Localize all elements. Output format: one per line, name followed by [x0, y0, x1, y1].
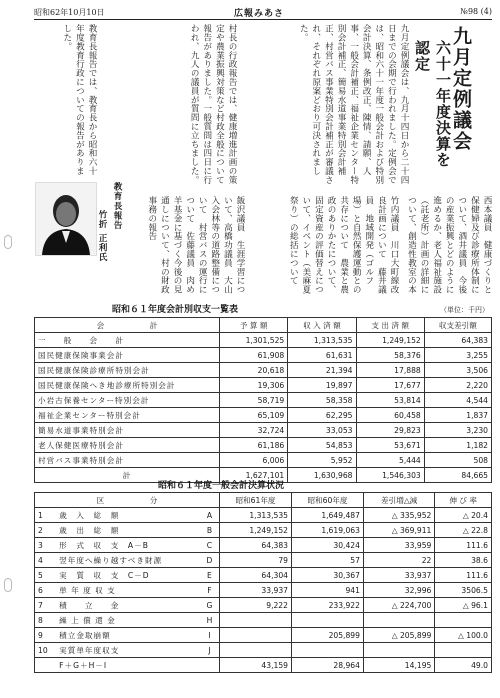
account-name-cell: 一 般 会 計: [35, 333, 220, 348]
table-row: [35, 438, 492, 453]
item-letter-cell: C: [200, 538, 220, 553]
amount-cell: 58,719: [220, 393, 288, 408]
difference-cell: [363, 613, 434, 628]
table-row: [35, 568, 492, 583]
difference-cell: [363, 643, 434, 658]
photo-caption-title: 教育長報告: [112, 182, 122, 230]
growth-rate-cell: 111.6: [435, 568, 492, 583]
amount-cell: 61,186: [220, 438, 288, 453]
row-number-cell: 5: [35, 568, 57, 583]
row-number-cell: 9: [35, 628, 57, 643]
growth-rate-cell: [435, 613, 492, 628]
item-letter-cell: B: [200, 523, 220, 538]
amount-cell: 61,908: [220, 348, 288, 363]
table-row: [35, 348, 492, 363]
growth-rate-cell: △ 20.4: [435, 508, 492, 523]
fy60-cell: 57: [291, 553, 363, 568]
table-row: [35, 378, 492, 393]
amount-cell: 5,952: [288, 453, 356, 468]
amount-cell: 33,053: [288, 423, 356, 438]
amount-cell: 3,506: [424, 363, 491, 378]
column-header: 支 出 済 額: [356, 318, 424, 333]
item-letter-cell: I: [200, 628, 220, 643]
item-name-cell: 実 質 収 支 C－D: [56, 568, 200, 583]
fy60-cell: 205,899: [291, 628, 363, 643]
table1-unit: （単位：千円）: [440, 306, 489, 314]
column-header: 収支差引額: [424, 318, 491, 333]
item-letter-cell: H: [200, 613, 220, 628]
item-name-cell: F＋G＋H－I: [56, 658, 200, 673]
table1-title: 昭和６１年度会計別収支一覧表: [112, 305, 239, 315]
difference-cell: 14,195: [363, 658, 434, 673]
table2-body: [35, 508, 492, 673]
fy61-cell: [220, 643, 292, 658]
row-number-cell: 6: [35, 583, 57, 598]
item-name-cell: 歳 入 総 額: [56, 508, 200, 523]
amount-cell: 1,627,101: [220, 468, 288, 483]
account-name-cell: 国民健康保険へき地診療所特別会計: [35, 378, 220, 393]
table1-body: [35, 333, 492, 483]
growth-rate-cell: 49.0: [435, 658, 492, 673]
item-letter-cell: D: [200, 553, 220, 568]
row-number-cell: 4: [35, 553, 57, 568]
growth-rate-cell: 3506.5: [435, 583, 492, 598]
fy60-cell: 28,964: [291, 658, 363, 673]
fy61-cell: [220, 613, 292, 628]
amount-cell: 1,313,535: [288, 333, 356, 348]
fy60-cell: 30,367: [291, 568, 363, 583]
difference-cell: △ 224,700: [363, 598, 434, 613]
difference-cell: 22: [363, 553, 434, 568]
fy60-cell: 1,649,487: [291, 508, 363, 523]
article-column-4: 西本議員 健康づくりと保健婦及び診療所体制について、酒井議員 今後の産業振興とどのように進めるか、老人福祉施設（託老所）計画の詳細について、創造性教室の本: [406, 196, 492, 294]
fy61-cell: 43,159: [220, 658, 292, 673]
newsletter-title: 広報みあさ: [234, 9, 285, 19]
amount-cell: 5,444: [356, 453, 424, 468]
table-row: [35, 583, 492, 598]
account-name-cell: 村営バス事業特別会計: [35, 453, 220, 468]
table-row: [35, 613, 492, 628]
row-number-cell: 10: [35, 643, 57, 658]
amount-cell: 4,544: [424, 393, 491, 408]
fy61-cell: [220, 628, 292, 643]
article-column-1: 九月定例議会は、九月十四日から二十四日までの会期で行われました。定例会では、昭和六十一年度一般会計および特別会計決算、条例改正、陳情、請願、人事、一般会計補正、福祉企業センター特別会計補正、簡易水道事業特別会計補正、村営バス事業特別会計補正が審議され、それぞれ原案どおり可決されました。: [298, 24, 409, 185]
fy60-cell: [291, 613, 363, 628]
amount-cell: 54,853: [288, 438, 356, 453]
article-column-6: 飯沢議員 生涯学習について、高橋功議員 大山入会林等の道路整備について 村営バスの運行について 佐藤議員 肉め羊基金に基づく今後の見通しについて、村の財政事務の報告: [146, 196, 245, 294]
account-name-cell: 福祉企業センター特別会計: [35, 408, 220, 423]
photo-caption-name: 竹折 正利氏: [97, 210, 107, 262]
growth-rate-cell: 38.6: [435, 553, 492, 568]
row-number-cell: [35, 658, 57, 673]
amount-cell: 29,823: [356, 423, 424, 438]
amount-cell: 6,006: [220, 453, 288, 468]
growth-rate-cell: △ 100.0: [435, 628, 492, 643]
fy61-cell: 9,222: [220, 598, 292, 613]
item-letter-cell: E: [200, 568, 220, 583]
column-header: 会 計: [35, 318, 220, 333]
difference-cell: 33,937: [363, 568, 434, 583]
difference-cell: 33,959: [363, 538, 434, 553]
row-number-cell: 3: [35, 538, 57, 553]
growth-rate-cell: △ 96.1: [435, 598, 492, 613]
article-column-3: 竹内議員 川口大町線改良計画について 藤井議員 地域開発（ゴルフ場）と自然保護運動との共存について 農業と農政のありかたについて、固定資産の評価替えについて、イベント（美麻夏祭り）の総括について: [288, 196, 399, 294]
row-number-cell: 1: [35, 508, 57, 523]
amount-cell: 508: [424, 453, 491, 468]
general-account-table: [34, 492, 492, 673]
table-row: [35, 643, 492, 658]
account-name-cell: 小岩古保養センター特別会計: [35, 393, 220, 408]
table-row: [35, 423, 492, 438]
article-column-2: 村長の行政報告では、健康増進計画の策定や農業振興対策など村政全般について報告がありました。一般質問は四日に行われ、九人の議員が質問に立ちました。: [189, 24, 237, 185]
amount-cell: 1,837: [424, 408, 491, 423]
amount-cell: 53,671: [356, 438, 424, 453]
amount-cell: 19,306: [220, 378, 288, 393]
item-name-cell: 積 立 金: [56, 598, 200, 613]
issue-date: 昭和62年10月10日: [34, 8, 105, 17]
item-letter-cell: [200, 658, 220, 673]
person-icon: [36, 183, 96, 255]
binder-hole: [4, 235, 12, 249]
column-header: 予 算 額: [220, 318, 288, 333]
page-header: [34, 5, 492, 20]
row-number-cell: 2: [35, 523, 57, 538]
amount-cell: 32,724: [220, 423, 288, 438]
fy60-cell: [291, 643, 363, 658]
row-number-cell: 8: [35, 613, 57, 628]
difference-cell: 32,996: [363, 583, 434, 598]
amount-cell: 58,376: [356, 348, 424, 363]
article-column-5: 教育長報告では、教育長から昭和六十年度教育行政についての報告がありました。: [61, 24, 97, 176]
table-row: [35, 523, 492, 538]
table-row: [35, 538, 492, 553]
amount-cell: 53,814: [356, 393, 424, 408]
amount-cell: 65,109: [220, 408, 288, 423]
table-row: [35, 453, 492, 468]
fy60-cell: 941: [291, 583, 363, 598]
item-letter-cell: G: [200, 598, 220, 613]
item-name-cell: 翌年度へ繰り越すべき財源: [56, 553, 200, 568]
fy61-cell: 1,249,152: [220, 523, 292, 538]
difference-cell: △ 205,899: [363, 628, 434, 643]
column-header: 差引増△減: [363, 493, 434, 508]
table-row: [35, 628, 492, 643]
amount-cell: 60,458: [356, 408, 424, 423]
fy61-cell: 64,304: [220, 568, 292, 583]
headline-main: 九月定例議会: [450, 26, 472, 152]
table-row: [35, 393, 492, 408]
amount-cell: 1,630,968: [288, 468, 356, 483]
amount-cell: 3,255: [424, 348, 491, 363]
table-row: [35, 598, 492, 613]
row-number-cell: 7: [35, 598, 57, 613]
amount-cell: 2,220: [424, 378, 491, 393]
amount-cell: 1,182: [424, 438, 491, 453]
amount-cell: 84,665: [424, 468, 491, 483]
growth-rate-cell: △ 22.8: [435, 523, 492, 538]
amount-cell: 1,249,152: [356, 333, 424, 348]
headline-sub: 六十一年度決算を認定: [413, 40, 452, 168]
column-header: 収 入 済 額: [288, 318, 356, 333]
item-letter-cell: J: [200, 643, 220, 658]
column-header: 区 分: [35, 493, 220, 508]
amount-cell: 19,897: [288, 378, 356, 393]
fy61-cell: 33,937: [220, 583, 292, 598]
column-header: 昭和61年度: [220, 493, 292, 508]
amount-cell: 3,230: [424, 423, 491, 438]
table-row: [35, 658, 492, 673]
account-name-cell: 国民健康保険事業会計: [35, 348, 220, 363]
item-letter-cell: A: [200, 508, 220, 523]
binder-hole: [4, 578, 12, 592]
table-row: [35, 333, 492, 348]
issue-number: №98 (4): [460, 7, 492, 16]
table-row: [35, 363, 492, 378]
amount-cell: 20,618: [220, 363, 288, 378]
amount-cell: 1,546,303: [356, 468, 424, 483]
column-header: 昭和60年度: [291, 493, 363, 508]
table-row: [35, 408, 492, 423]
item-name-cell: 実質単年度収支: [56, 643, 200, 658]
item-name-cell: 積立金取崩額: [56, 628, 200, 643]
item-name-cell: 形 式 収 支 A－B: [56, 538, 200, 553]
account-name-cell: 老人保健医療特別会計: [35, 438, 220, 453]
item-name-cell: 単 年 度 収 支: [56, 583, 200, 598]
amount-cell: 64,383: [424, 333, 491, 348]
growth-rate-cell: 111.6: [435, 538, 492, 553]
table-row: [35, 553, 492, 568]
fy60-cell: 1,619,063: [291, 523, 363, 538]
difference-cell: △ 335,952: [363, 508, 434, 523]
item-name-cell: 歳 出 総 額: [56, 523, 200, 538]
account-name-cell: 計: [35, 468, 220, 483]
portrait-photo: [35, 182, 97, 256]
table-row: [35, 508, 492, 523]
amount-cell: 58,358: [288, 393, 356, 408]
account-name-cell: 簡易水道事業特別会計: [35, 423, 220, 438]
account-summary-table: [34, 317, 492, 483]
fy61-cell: 79: [220, 553, 292, 568]
fy61-cell: 64,383: [220, 538, 292, 553]
account-name-cell: 国民健康保険診療所特別会計: [35, 363, 220, 378]
amount-cell: 17,677: [356, 378, 424, 393]
item-letter-cell: F: [200, 583, 220, 598]
column-header: 伸 び 率: [435, 493, 492, 508]
fy61-cell: 1,313,535: [220, 508, 292, 523]
amount-cell: 62,295: [288, 408, 356, 423]
table2-title: 昭和６１年度一般会計決算状況: [158, 481, 285, 491]
growth-rate-cell: [435, 643, 492, 658]
table-header-row: [35, 318, 492, 333]
table-header-row: [35, 493, 492, 508]
amount-cell: 21,394: [288, 363, 356, 378]
amount-cell: 17,888: [356, 363, 424, 378]
amount-cell: 1,301,525: [220, 333, 288, 348]
fy60-cell: 233,922: [291, 598, 363, 613]
item-name-cell: 繰 上 償 還 金: [56, 613, 200, 628]
amount-cell: 61,631: [288, 348, 356, 363]
difference-cell: △ 369,911: [363, 523, 434, 538]
fy60-cell: 30,424: [291, 538, 363, 553]
